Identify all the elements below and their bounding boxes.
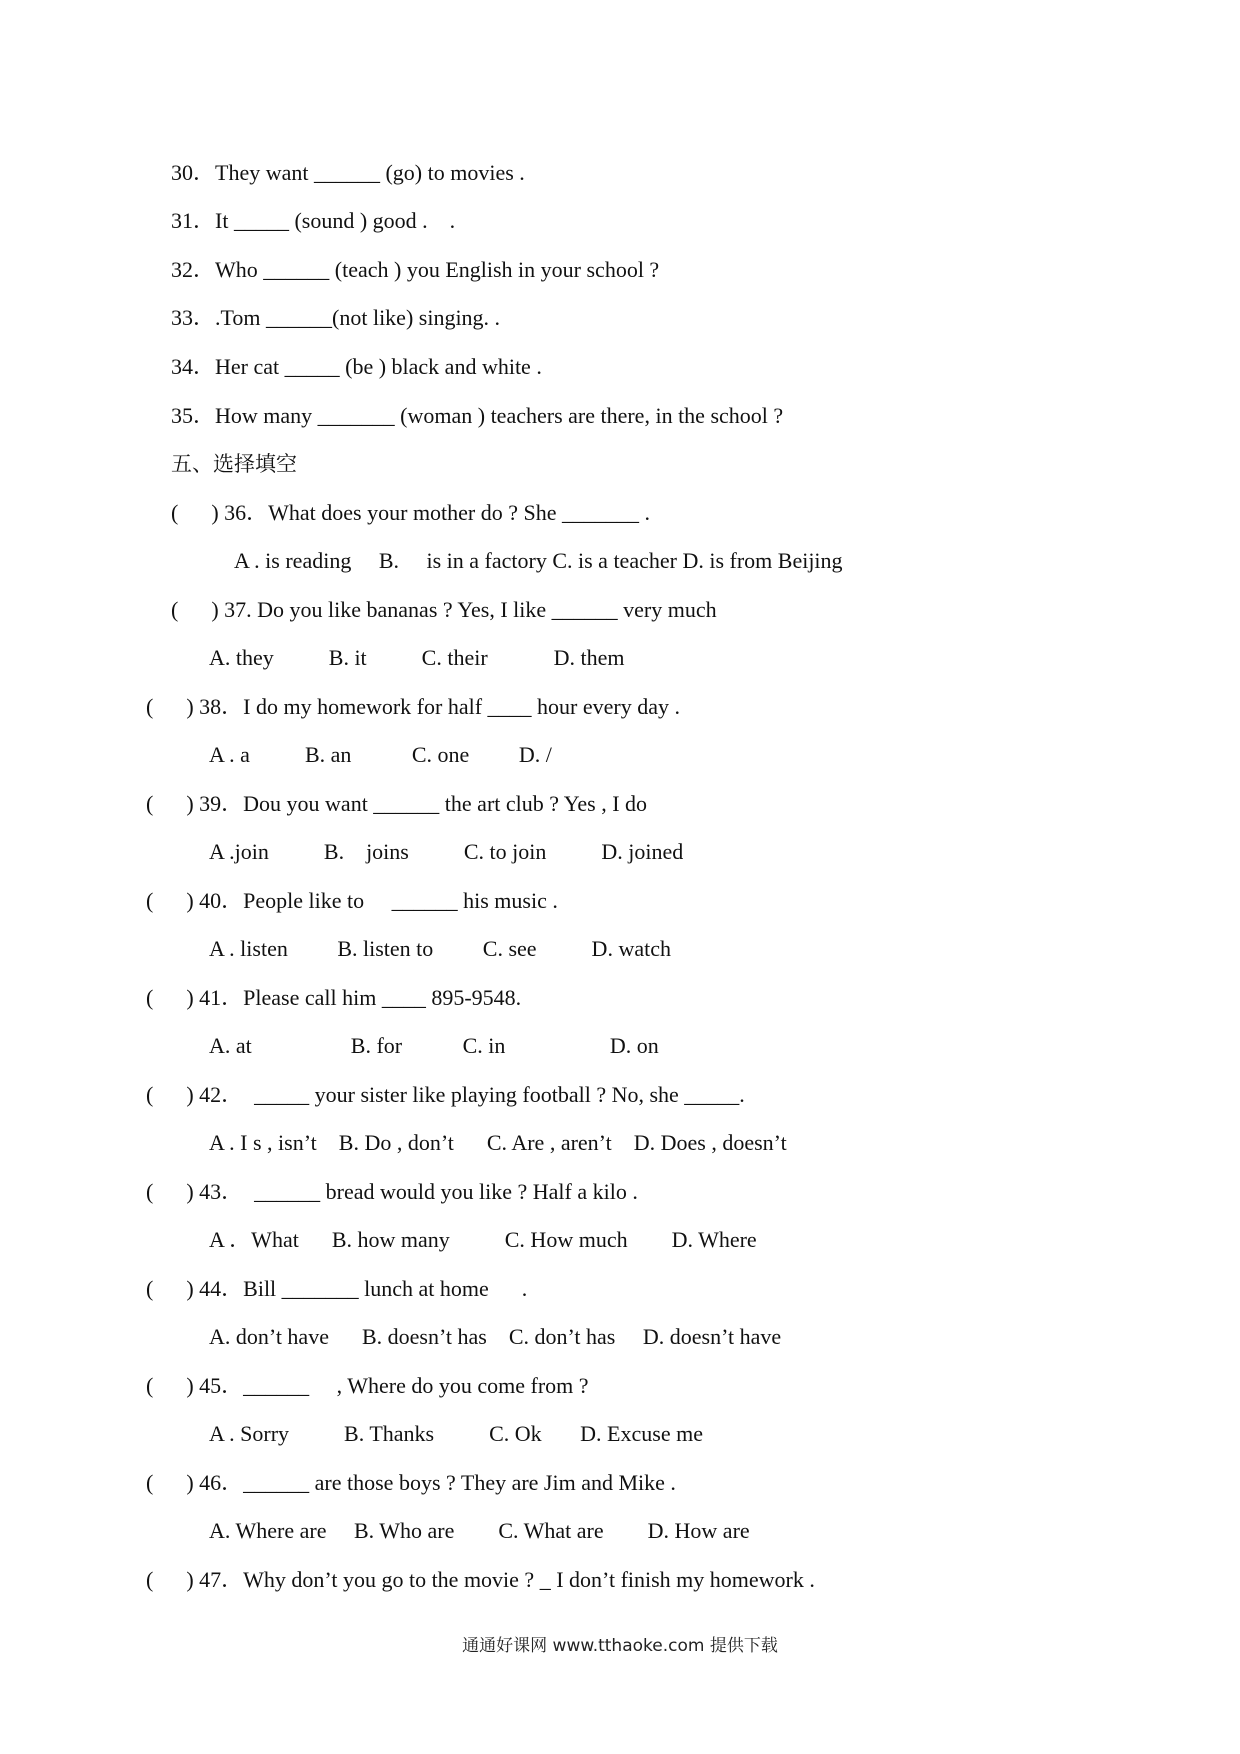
question-38: ( ) 38．I do my homework for half ____ hour every day . xyxy=(146,694,680,719)
question-45: ( ) 45．______ , Where do you come from ? xyxy=(146,1373,589,1398)
question-43: ( ) 43． ______ bread would you like ? Half a kilo . xyxy=(146,1179,638,1204)
question-30: 30．They want ______ (go) to movies . xyxy=(171,160,525,185)
section-heading: 五、选择填空 xyxy=(171,452,297,476)
question-40: ( ) 40．People like to ______ his music . xyxy=(146,888,558,913)
footer-source: 通通好课网 www.tthaoke.com 提供下载 xyxy=(462,1636,778,1656)
question-36: ( ) 36．What does your mother do ? She _______ . xyxy=(171,500,651,525)
options-44: A. don’t have B. doesn’t has C. don’t has D. doesn’t have xyxy=(209,1324,782,1349)
question-33: 33．.Tom ______(not like) singing. . xyxy=(171,305,501,330)
question-37: ( ) 37. Do you like bananas ? Yes, I like ______ very much xyxy=(171,597,717,622)
options-36: A . is reading B. is in a factory C. is a teacher D. is from Beijing xyxy=(234,548,843,573)
question-44: ( ) 44．Bill _______ lunch at home . xyxy=(146,1276,528,1301)
options-40: A . listen B. listen to C. see D. watch xyxy=(209,936,671,961)
options-42: A . I s , isn’t B. Do , don’t C. Are , aren’t D. Does , doesn’t xyxy=(209,1130,787,1155)
question-31: 31．It _____ (sound ) good . . xyxy=(171,208,456,233)
question-46: ( ) 46．______ are those boys ? They are Jim and Mike . xyxy=(146,1470,676,1495)
options-43: A ．What B. how many C. How much D. Where xyxy=(209,1227,757,1252)
options-37: A. they B. it C. their D. them xyxy=(209,645,625,670)
question-41: ( ) 41．Please call him ____ 895-9548. xyxy=(146,985,522,1010)
options-38: A . a B. an C. one D. / xyxy=(209,742,552,767)
question-35: 35．How many _______ (woman ) teachers are there, in the school ? xyxy=(171,403,784,428)
options-46: A. Where are B. Who are C. What are D. How are xyxy=(209,1518,750,1543)
options-45: A . Sorry B. Thanks C. Ok D. Excuse me xyxy=(209,1421,703,1446)
question-47: ( ) 47．Why don’t you go to the movie ? _ I don’t finish my homework . xyxy=(146,1567,815,1592)
question-34: 34．Her cat _____ (be ) black and white . xyxy=(171,354,542,379)
question-39: ( ) 39．Dou you want ______ the art club ? Yes , I do xyxy=(146,791,648,816)
options-41: A. at B. for C. in D. on xyxy=(209,1033,659,1058)
question-42: ( ) 42． _____ your sister like playing football ? No, she _____. xyxy=(146,1082,745,1107)
question-32: 32．Who ______ (teach ) you English in your school ? xyxy=(171,257,660,282)
options-39: A .join B. joins C. to join D. joined xyxy=(209,839,684,864)
